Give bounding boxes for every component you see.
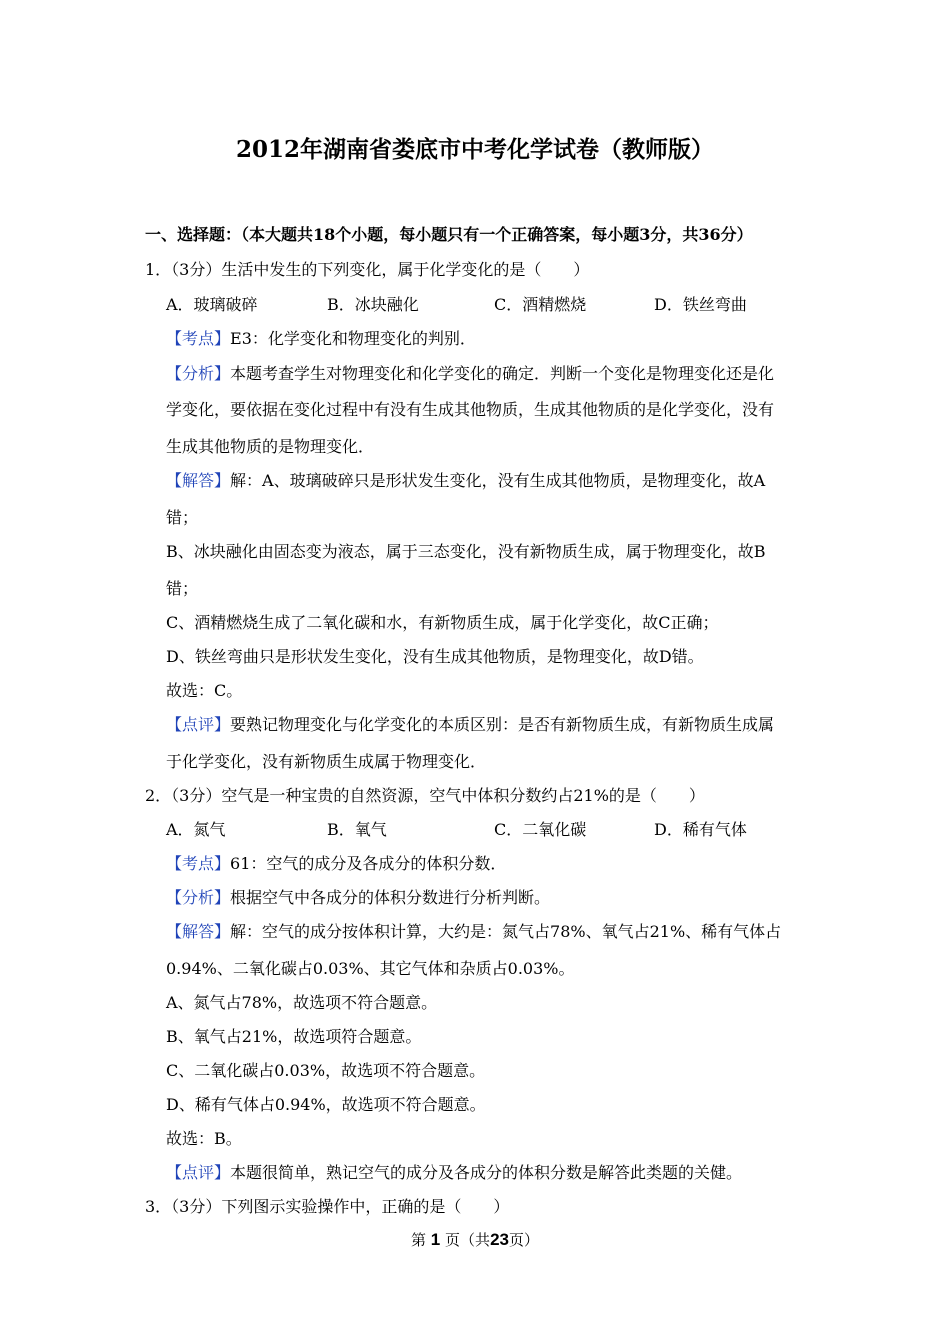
q2-jieda-text-6: D、稀有气体占0.94%，故选项不符合题意。 <box>166 1095 486 1114</box>
q2-jieda-text-3: A、氮气占78%，故选项不符合题意。 <box>166 993 438 1012</box>
question-3-stem: 3．（3分）下列图示实验操作中，正确的是（ ） <box>145 1197 510 1216</box>
q1-jieda-text-3: B、冰块融化由固态变为液态，属于三态变化，没有新物质生成，属于物理变化，故B <box>166 542 766 561</box>
q2-option-b: B．氧气 <box>327 820 387 839</box>
q2-fenxi <box>166 885 550 908</box>
q1-jieda-text-6: D、铁丝弯曲只是形状发生变化，没有生成其他物质，是物理变化，故D错。 <box>166 647 704 666</box>
q2-jieda-text-4: B、氧气占21%，故选项符合题意。 <box>166 1027 422 1046</box>
q1-kaodian <box>166 326 476 349</box>
question-1-stem: 1．（3分）生活中发生的下列变化，属于化学变化的是（ ） <box>145 260 590 279</box>
q2-kaodian <box>166 851 506 874</box>
footer-page-number: 1 <box>430 1230 441 1249</box>
dianping-tag: 【点评】 <box>166 1163 231 1182</box>
fenxi-tag: 【分析】 <box>166 888 231 907</box>
jieda-tag: 【解答】 <box>166 922 231 941</box>
q1-jieda-text-1: 解：A、玻璃破碎只是形状发生变化，没有生成其他物质，是物理变化，故A <box>230 471 766 490</box>
q2-jieda-text-7: 故选：B。 <box>166 1129 242 1148</box>
q2-option-a: A．氮气 <box>166 820 226 839</box>
question-2-stem: 2．（3分）空气是一种宝贵的自然资源，空气中体积分数约占21%的是（ ） <box>145 786 705 805</box>
q2-jieda-text-2: 0.94%、二氧化碳占0.03%、其它气体和杂质占0.03%。 <box>166 959 575 978</box>
page-footer <box>0 1229 950 1250</box>
q1-jieda <box>166 468 765 491</box>
q2-dianping-text-1: 本题很简单，熟记空气的成分及各成分的体积分数是解答此类题的关健。 <box>230 1163 743 1182</box>
q2-option-d: D．稀有气体 <box>654 820 747 839</box>
page-title: 2012年湖南省娄底市中考化学试卷（教师版） <box>235 136 714 163</box>
q1-option-c: C．酒精燃烧 <box>494 295 587 314</box>
q2-jieda-text-5: C、二氧化碳占0.03%，故选项不符合题意。 <box>166 1061 486 1080</box>
kaodian-tag: 【考点】 <box>166 854 231 873</box>
q2-option-c: C．二氧化碳 <box>494 820 587 839</box>
footer-middle: 页（共 <box>445 1231 491 1249</box>
dianping-tag: 【点评】 <box>166 715 231 734</box>
footer-prefix: 第 <box>411 1231 427 1249</box>
q1-option-a: A．玻璃破碎 <box>166 295 258 314</box>
q1-fenxi <box>166 361 774 384</box>
q2-jieda-text-1: 解：空气的成分按体积计算，大约是：氮气占78%、氧气占21%、稀有气体占 <box>230 922 782 941</box>
q1-dianping-text-1: 要熟记物理变化与化学变化的本质区别：是否有新物质生成，有新物质生成属 <box>230 715 775 734</box>
q2-kaodian-text: 61：空气的成分及各成分的体积分数． <box>230 854 507 873</box>
q1-dianping-text-2: 于化学变化，没有新物质生成属于物理变化． <box>166 752 487 771</box>
footer-suffix: 页） <box>508 1231 539 1249</box>
q1-jieda-text-5: C、酒精燃烧生成了二氧化碳和水，有新物质生成，属于化学变化，故C正确； <box>166 613 719 632</box>
q1-dianping <box>166 712 774 735</box>
q2-dianping <box>166 1160 742 1183</box>
q2-jieda <box>166 919 781 942</box>
footer-total-pages: 23 <box>490 1230 509 1249</box>
q1-option-b: B．冰块融化 <box>327 295 419 314</box>
q1-jieda-text-4: 错； <box>166 579 199 598</box>
q1-option-d: D．铁丝弯曲 <box>654 295 747 314</box>
section-heading: 一、选择题：（本大题共18个小题，每小题只有一个正确答案，每小题3分，共36分） <box>145 225 753 244</box>
q1-jieda-text-7: 故选：C。 <box>166 681 243 700</box>
q1-jieda-text-2: 错； <box>166 508 199 527</box>
q1-fenxi-text-2: 学变化，要依据在变化过程中有没有生成其他物质，生成其他物质的是化学变化，没有 <box>166 400 775 419</box>
q1-fenxi-text-1: 本题考查学生对物理变化和化学变化的确定．判断一个变化是物理变化还是化 <box>230 364 775 383</box>
q1-fenxi-text-3: 生成其他物质的是物理变化． <box>166 437 375 456</box>
jieda-tag: 【解答】 <box>166 471 231 490</box>
kaodian-tag: 【考点】 <box>166 329 231 348</box>
q1-kaodian-text: E3：化学变化和物理变化的判别． <box>230 329 476 348</box>
fenxi-tag: 【分析】 <box>166 364 231 383</box>
q2-fenxi-text-1: 根据空气中各成分的体积分数进行分析判断。 <box>230 888 551 907</box>
